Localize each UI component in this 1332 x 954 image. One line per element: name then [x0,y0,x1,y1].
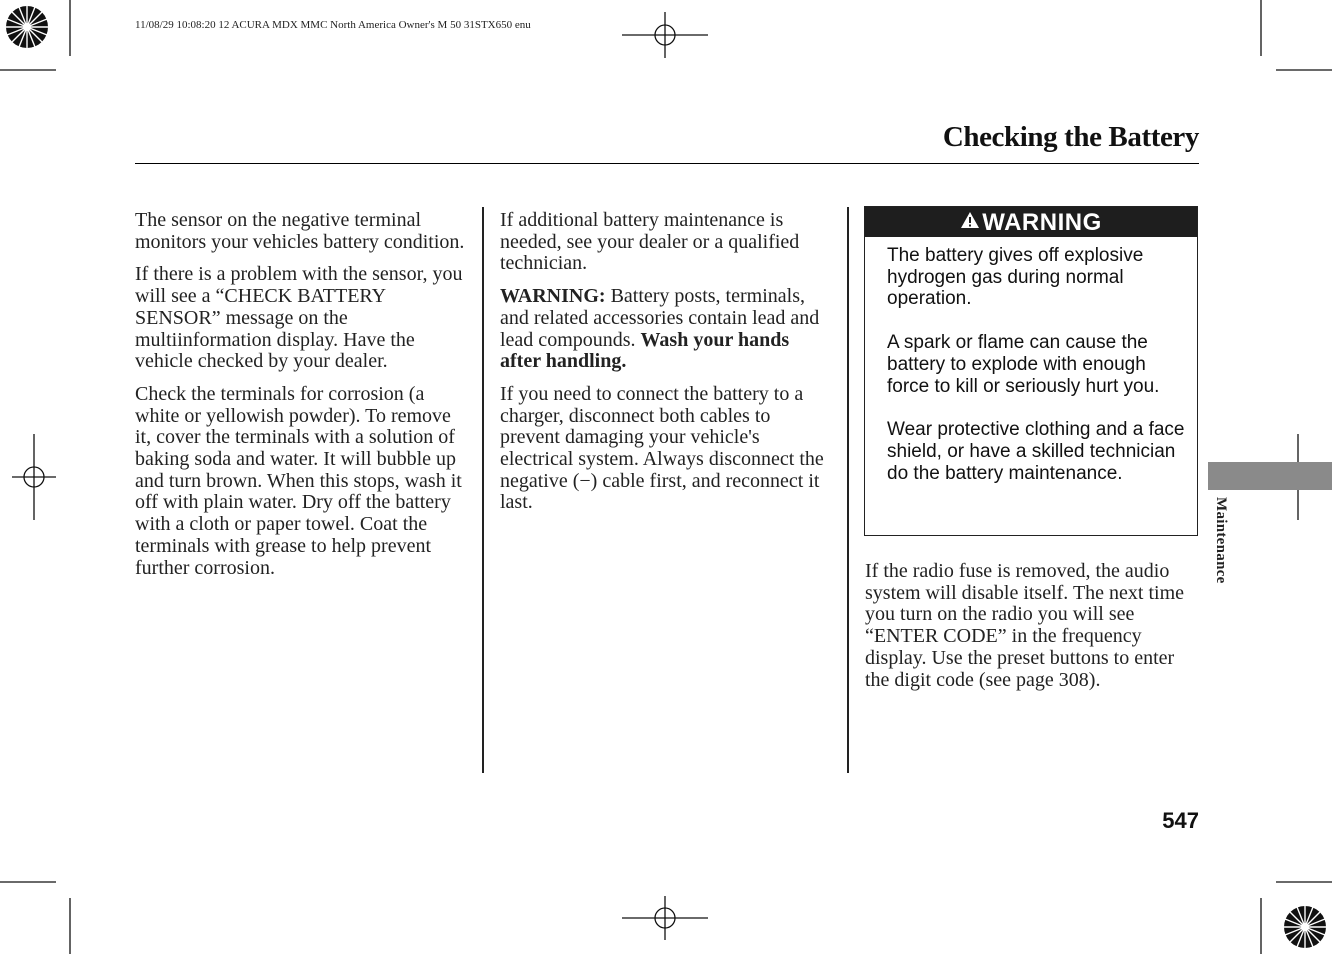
paragraph: The sensor on the negative terminal monitors your vehicles battery condition. [135,209,465,253]
warning-header [865,207,1197,237]
warning-title: WARNING [982,209,1102,236]
paragraph: If additional battery maintenance is needed, see your dealer or a qualified technician. [500,209,800,275]
column-3 [865,561,1187,702]
warning-box [864,206,1198,536]
warning-label: WARNING: [500,285,606,308]
page-number: 547 [1162,808,1199,833]
column-1 [135,210,470,590]
header-rule [135,163,1199,164]
section-tab [1208,462,1332,490]
warning-bold-text: Wash your hands after handling. [500,328,790,373]
warning-paragraph: A spark or flame can cause the battery to explode with enough force to kill or seriously hurt you. [887,332,1160,397]
warning-paragraph: Wear protective clothing and a face shield, or have a skilled technician do the battery maintenance. [887,419,1185,484]
paragraph: If you need to connect the battery to a charger, disconnect both cables to prevent damaging your vehicle's electrical system. Always disconnect the negative (−) cable first, and reconnect it last. [500,382,824,514]
section-tab-label: Maintenance [1213,497,1229,584]
paragraph: If there is a problem with the sensor, you will see a “CHECK BATTERY SENSOR” message on the multiinformation display. Have the vehicle checked by your dealer. [135,263,463,373]
page-title: Checking the Battery [942,121,1199,153]
lead-warning-paragraph [500,286,830,373]
paragraph: Check the terminals for corrosion (a white or yellowish powder). To remove it, cover the terminals with a solution of baking soda and water. It will bubble up and turn brown. When this stops, wash it off with plain water. Dry off the battery with a cloth or paper towel. Coat the terminals with grease to help prevent further corrosion. [135,382,462,579]
warning-triangle-icon [960,206,980,238]
column-divider [847,207,849,773]
warning-text: Battery posts, terminals, and related accessories contain lead and lead compounds. [500,285,820,351]
warning-body [865,237,1197,484]
warning-paragraph: The battery gives off explosive hydrogen gas during normal operation. [887,245,1144,310]
column-2 [500,210,830,525]
column-divider [482,207,484,773]
print-info: 11/08/29 10:08:20 12 ACURA MDX MMC North America Owner's M 50 31STX650 enu [135,19,531,31]
paragraph: If the radio fuse is removed, the audio system will disable itself. The next time you turn on the radio you will see “ENTER CODE” in the frequency display. Use the preset buttons to enter the digit code (see page 308). [865,560,1185,691]
